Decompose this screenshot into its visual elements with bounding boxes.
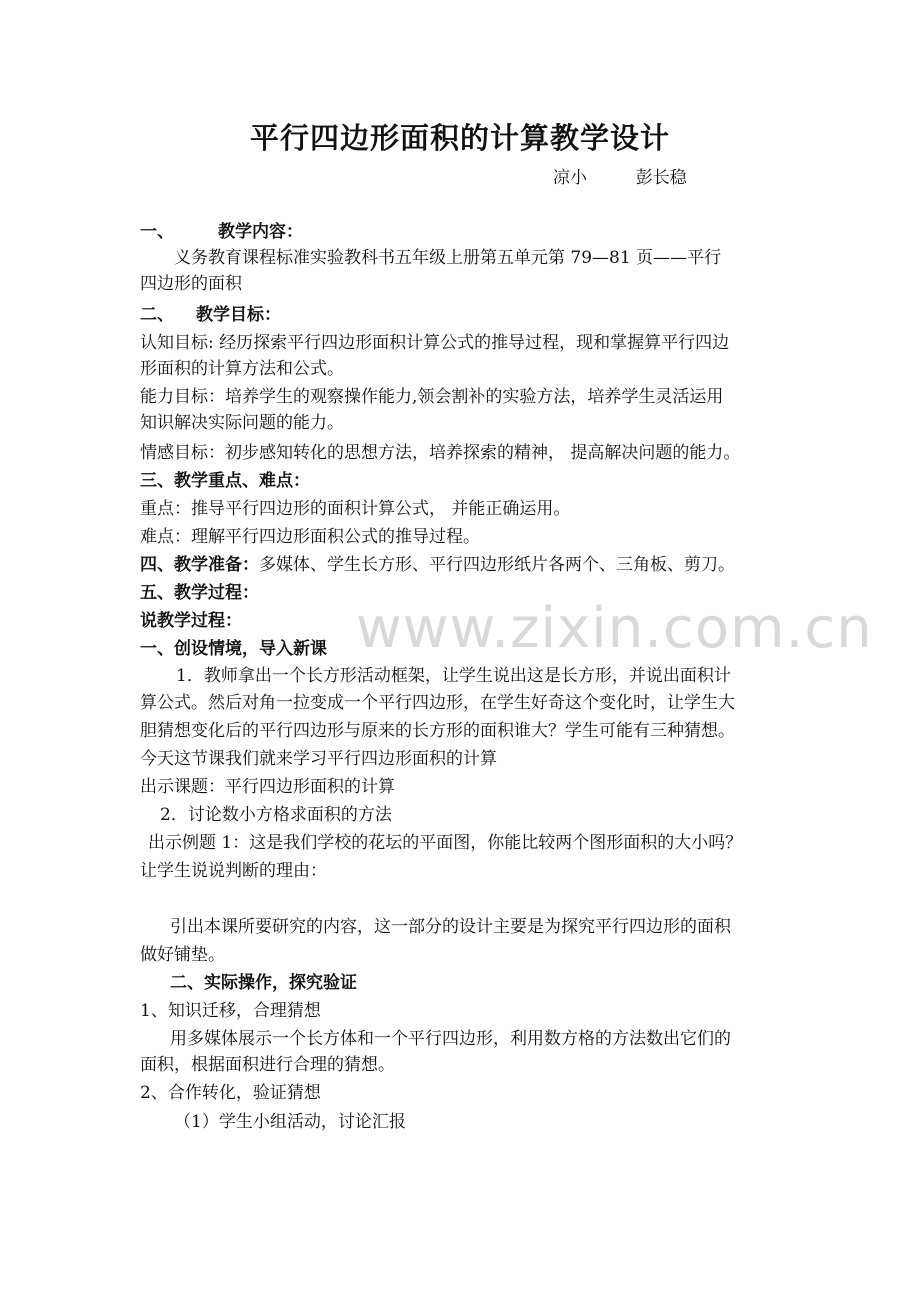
section-4-line bbox=[140, 552, 735, 578]
section-1-number: 一、 bbox=[140, 222, 174, 242]
author-line bbox=[553, 163, 687, 188]
lead-in-line-2: 做好铺垫。 bbox=[140, 945, 225, 965]
part-2-heading: 二、实际操作，探究验证 bbox=[170, 973, 357, 993]
section-5-heading: 五、教学过程： bbox=[140, 583, 259, 603]
part-2-step-2: 2、合作转化，验证猜想 bbox=[140, 1083, 321, 1103]
school-name: 凉小 bbox=[553, 168, 587, 188]
lesson-topic: 出示课题：平行四边形面积的计算 bbox=[140, 777, 395, 797]
example-1-line-2: 让学生说说判断的理由： bbox=[140, 861, 327, 881]
process-heading: 说教学过程： bbox=[140, 611, 242, 631]
difficult-point: 难点：理解平行四边形面积公式的推导过程。 bbox=[140, 527, 480, 547]
part-1-heading: 一、创设情境，导入新课 bbox=[140, 639, 327, 659]
section-4-title: 四、教学准备： bbox=[140, 555, 259, 575]
section-2-number: 二、 bbox=[140, 305, 174, 325]
part-1-para-line-4: 今天这节课我们就来学习平行四边形面积的计算 bbox=[140, 749, 497, 769]
author-name: 彭长稳 bbox=[635, 168, 687, 188]
part-2-step-1-line-2: 面积，根据面积进行合理的猜想。 bbox=[140, 1055, 395, 1075]
section-2-title: 教学目标： bbox=[196, 305, 281, 325]
watermark: www.zixin.com.cn bbox=[356, 596, 873, 661]
goal-cognitive-1: 认知目标: 经历探索平行四边形面积计算公式的推导过程，现和掌握算平行四边 bbox=[140, 333, 730, 353]
goal-ability-1: 能力目标：培养学生的观察操作能力,领会割补的实验方法，培养学生灵活运用 bbox=[140, 387, 724, 407]
document-title: 平行四边形面积的计算教学设计 bbox=[249, 121, 670, 155]
part-2-step-1: 1、知识迁移，合理猜想 bbox=[140, 1001, 321, 1021]
goal-cognitive-2: 形面积的计算方法和公式。 bbox=[140, 359, 344, 379]
part-1-step-2: 2．讨论数小方格求面积的方法 bbox=[160, 805, 392, 825]
section-2-heading bbox=[140, 302, 281, 328]
section-4-text: 多媒体、学生长方形、平行四边形纸片各两个、三角板、剪刀。 bbox=[259, 555, 735, 575]
part-1-para-line-1: 1．教师拿出一个长方形活动框架，让学生说出这是长方形，并说出面积计 bbox=[176, 666, 731, 686]
section-1-heading bbox=[140, 219, 303, 245]
content-line-2: 四边形的面积 bbox=[140, 274, 242, 294]
part-2-step-2-item-1: （1）学生小组活动，讨论汇报 bbox=[174, 1112, 406, 1132]
section-3-heading: 三、教学重点、难点： bbox=[140, 471, 310, 491]
part-1-para-line-2: 算公式。然后对角一拉变成一个平行四边形，在学生好奇这个变化时，让学生大 bbox=[140, 693, 735, 713]
example-1-line-1: 出示例题 1：这是我们学校的花坛的平面图，你能比较两个图形面积的大小吗？ bbox=[148, 833, 743, 853]
goal-emotion: 情感目标：初步感知转化的思想方法，培养探索的精神， 提高解决问题的能力。 bbox=[140, 443, 741, 463]
goal-ability-2: 知识解决实际问题的能力。 bbox=[140, 413, 344, 433]
lead-in-line-1: 引出本课所要研究的内容，这一部分的设计主要是为探究平行四边形的面积 bbox=[170, 917, 731, 937]
part-2-step-1-line-1: 用多媒体展示一个长方体和一个平行四边形，利用数方格的方法数出它们的 bbox=[170, 1029, 731, 1049]
content-line-1: 义务教育课程标准实验教科书五年级上册第五单元第 79—81 页——平行 bbox=[174, 248, 722, 268]
part-1-para-line-3: 胆猜想变化后的平行四边形与原来的长方形的面积谁大？学生可能有三种猜想。 bbox=[140, 721, 735, 741]
section-1-title: 教学内容： bbox=[218, 222, 303, 242]
key-point: 重点：推导平行四边形的面积计算公式， 并能正确运用。 bbox=[140, 499, 571, 519]
